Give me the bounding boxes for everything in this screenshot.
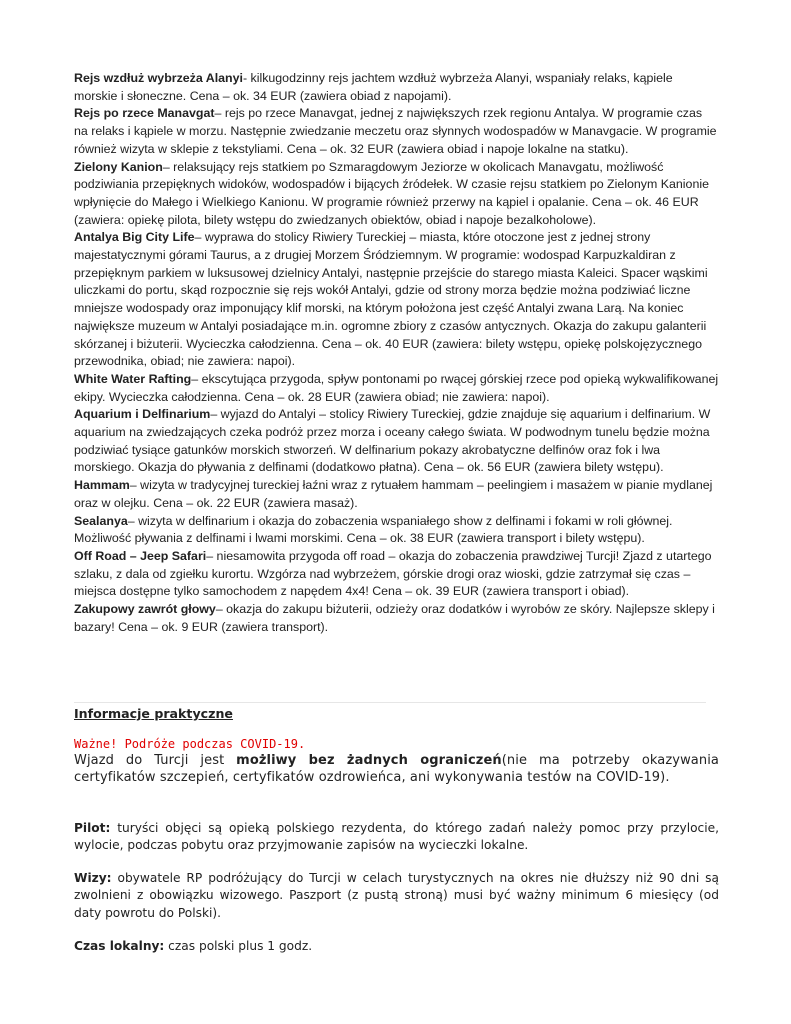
practical-info-section	[74, 706, 719, 955]
covid-text-after: (nie ma potrzeby okazywania certyfikatów szczepień, certyfikatów ozdrowieńca, ani wykonywania testów na COVID-19).	[74, 753, 719, 785]
pilot-info	[74, 820, 719, 855]
excursion-title: Aquarium i Delfinarium	[74, 407, 211, 422]
excursion-title: Antalya Big City Life	[74, 230, 195, 245]
excursion-item	[74, 159, 719, 230]
covid-info	[74, 752, 719, 786]
excursion-title: White Water Rafting	[74, 371, 192, 386]
excursion-title: Off Road – Jeep Safari	[74, 548, 207, 563]
pilot-label: Pilot:	[74, 821, 111, 835]
excursion-description: – rejs po rzece Manavgat, jednej z największych rzek regionu Antalya. W programie czas na relaks i kąpiele w morzu. Następnie zwiedzanie meczetu oraz słynnych wodospadów w Manavgacie. W programie również wizyta w sklepie z tekstyliami. Cena – ok. 32 EUR (zawiera obiad i napoje lokalne na statku).	[74, 106, 717, 156]
visas-label: Wizy:	[74, 870, 112, 885]
excursion-description: – okazja do zakupu biżuterii, odzieży oraz dodatków i wyrobów ze skóry. Najlepsze sklepy i bazary! Cena – ok. 9 EUR (zawiera transport).	[74, 602, 715, 634]
local-time-label: Czas lokalny:	[74, 939, 165, 954]
excursion-description: – wyjazd do Antalyi – stolicy Riwiery Tureckiej, gdzie znajduje się aquarium i delfinarium. W aquarium na zwiedzających czeka podróż przez morza i oceany całego świata. W podwodnym tunelu będzie można podziwiać tysiące gatunków morskich stworzeń. W delfinarium pokazy akrobatyczne delfinów oraz fok i lwa morskiego. Okazja do pływania z delfinami (dodatkowo płatna). Cena – ok. 56 EUR (zawiera bilety wstępu).	[74, 407, 711, 475]
local-time-info	[74, 938, 719, 955]
excursion-description: – relaksujący rejs statkiem po Szmaragdowym Jeziorze w okolicach Manavgatu, możliwość podziwiania przepięknych widoków, wodospadów i bijących źródełek. W czasie rejsu statkiem po Zielonym Kanionie wpłynięcie do Małego i Wielkiego Kanionu. W programie również przerwy na kąpiel i opalanie. Cena – ok. 46 EUR (zawiera: opiekę pilota, bilety wstępu do zwiedzanych obiektów, obiad i napoje bezalkoholowe).	[74, 159, 709, 227]
excursion-item	[74, 548, 719, 601]
visas-info	[74, 870, 719, 922]
excursion-description: - kilkugodzinny rejs jachtem wzdłuż wybrzeża Alanyi, wspaniały relaks, kąpiele morskie i słoneczne. Cena – ok. 34 EUR (zawiera obiad z napojami).	[74, 71, 673, 103]
excursion-title: Zielony Kanion	[74, 159, 163, 174]
practical-info-heading: Informacje praktyczne	[74, 706, 233, 721]
excursion-item	[74, 371, 719, 406]
excursion-item	[74, 477, 719, 512]
covid-warning: Ważne! Podróże podczas COVID-19.	[74, 737, 306, 751]
excursion-description: – ekscytująca przygoda, spływ pontonami po rwącej górskiej rzece pod opieką wykwalifikowanej ekipy. Wycieczka całodzienna. Cena – ok. 28 EUR (zawiera obiad; nie zawiera: napoi).	[74, 371, 719, 404]
excursion-item	[74, 406, 719, 477]
excursion-description: – wizyta w delfinarium i okazja do zobaczenia wspaniałego show z delfinami i fokami w roli głównej. Możliwość pływania z delfinami i lwami morskimi. Cena – ok. 38 EUR (zawiera transport i bilety wstępu).	[74, 513, 673, 546]
excursion-title: Zakupowy zawrót głowy	[74, 602, 216, 617]
excursion-item	[74, 70, 719, 105]
excursion-title: Rejs po rzece Manavgat	[74, 106, 215, 121]
covid-text-bold: możliwy bez żadnych ograniczeń	[236, 753, 502, 768]
excursion-title: Hammam	[74, 478, 130, 493]
excursion-item	[74, 513, 719, 548]
excursion-title: Rejs wzdłuż wybrzeża Alanyi	[74, 71, 243, 85]
covid-text-before: Wjazd do Turcji jest	[74, 753, 237, 768]
visas-text: obywatele RP podróżujący do Turcji w celach turystycznych na okres nie dłuższy niż 90 dni są zwolnieni z obowiązku wizowego. Paszport (z pustą stroną) musi być ważny minimum 6 miesięcy (od daty powrotu do Polski).	[74, 870, 719, 920]
pilot-text: turyści objęci są opieką polskiego rezydenta, do którego zadań należy pomoc przy przylocie, wylocie, podczas pobytu oraz przyjmowanie zapisów na wycieczki lokalne.	[74, 821, 719, 853]
section-divider	[74, 702, 706, 703]
local-time-text: czas polski plus 1 godz.	[164, 939, 313, 954]
excursion-description: – niesamowita przygoda off road – okazja do zobaczenia prawdziwej Turcji! Zjazd z utartego szlaku, z dala od zgiełku kurortu. Wzgórza nad wybrzeżem, górskie drogi oraz wioski, gdzie zatrzymał się czas – miejsca dostępne tylko samochodem z napędem 4x4! Cena – ok. 39 EUR (zawiera transport i obiad).	[74, 548, 712, 599]
excursion-description: – wizyta w tradycyjnej tureckiej łaźni wraz z rytuałem hammam – peelingiem i masażem w pianie mydlanej oraz w olejku. Cena – ok. 22 EUR (zawiera masaż).	[74, 478, 713, 510]
excursion-title: Sealanya	[74, 513, 128, 528]
excursions-list	[74, 70, 719, 637]
excursion-item	[74, 229, 719, 371]
excursion-item	[74, 601, 719, 636]
excursion-item	[74, 105, 719, 158]
excursion-description: – wyprawa do stolicy Riwiery Tureckiej – miasta, które otoczone jest z jednej strony majestatycznymi górami Taurus, a z drugiej Morzem Śródziemnym. W programie: wodospad Karpuzkaldiran z przepięknym parkiem w luksusowej dzielnicy Antalyi, następnie przejście do starego miasta Kaleici. Spacer wąskimi uliczkami do portu, skąd rozpocznie się rejs wokół Antalyi, gdzie od strony morza będzie można podziwiać liczne mniejsze wodospady oraz imponujący klif morski, na którym położona jest część Antalyi zwana Larą. Na koniec największe muzeum w Antalyi posiadające m.in. ogromne zbiory z czasów antycznych. Okazja do zakupu galanterii skórzanej i biżuterii. Wycieczka całodzienna. Cena – ok. 40 EUR (zawiera: bilety wstępu, opiekę polskojęzycznego przewodnika, obiad; nie zawiera: napoi).	[74, 230, 708, 369]
